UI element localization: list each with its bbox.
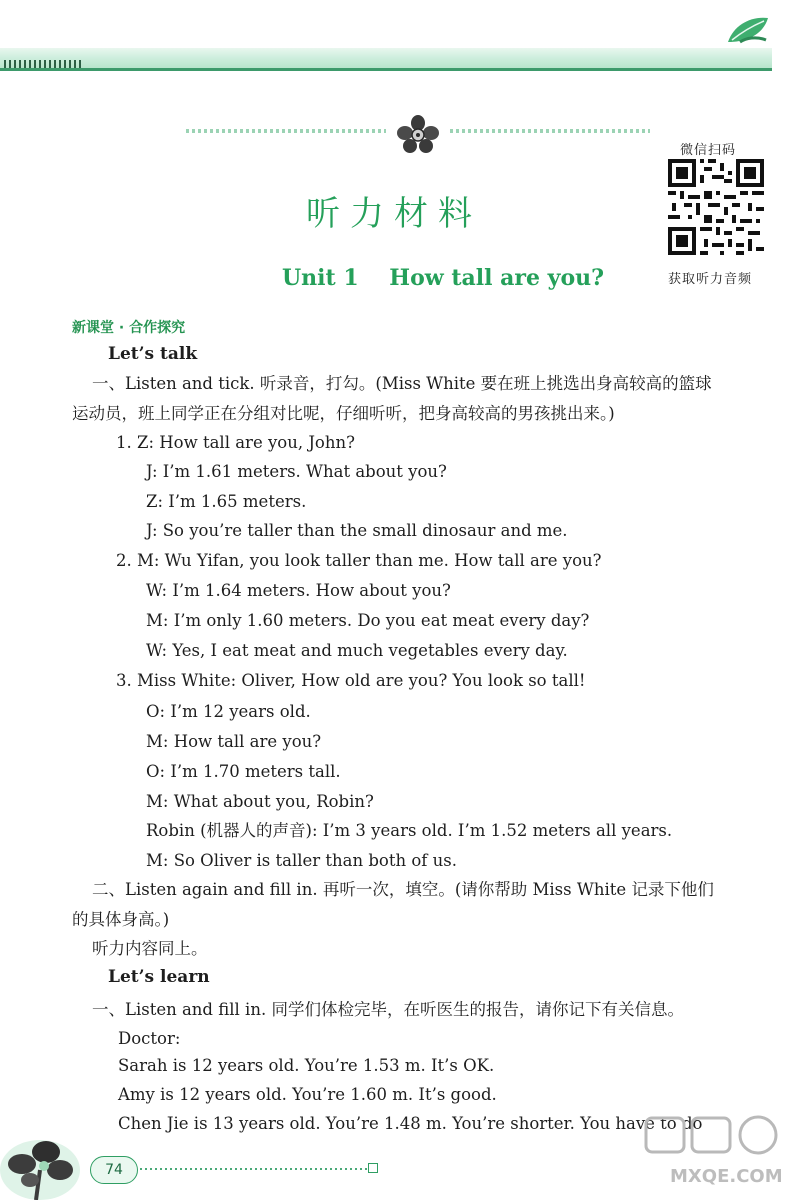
transcript-line: Robin (机器人的声音): I’m 3 years old. I’m 1.52 meters all years. xyxy=(146,821,673,840)
transcript-line: W: Yes, I eat meat and much vegetables every day. xyxy=(146,641,568,660)
transcript-line: 一、Listen and tick. 听录音，打勾。(Miss White 要在班上挑选出身高较高的篮球 xyxy=(92,374,712,393)
transcript-line: J: So you’re taller than the small dinosaur and me. xyxy=(146,521,568,540)
unit-title: Unit 1 How tall are you? xyxy=(282,265,604,291)
transcript-line: W: I’m 1.64 meters. How about you? xyxy=(146,581,451,600)
transcript-line: Chen Jie is 13 years old. You’re 1.48 m. You’re shorter. You have to do xyxy=(118,1114,703,1133)
qr-label-top: 微信扫码 xyxy=(680,143,737,158)
transcript-line: 1. Z: How tall are you, John? xyxy=(116,433,355,452)
ornament-line-left xyxy=(186,129,386,133)
transcript-line: M: How tall are you? xyxy=(146,732,322,751)
transcript-line: 的具体身高。) xyxy=(72,910,170,929)
transcript-line: O: I’m 1.70 meters tall. xyxy=(146,762,341,781)
footer-dotted-line xyxy=(140,1168,368,1170)
header-band xyxy=(0,48,772,70)
page-number: 74 xyxy=(90,1156,138,1184)
footer-square xyxy=(368,1163,378,1173)
transcript-line: 一、Listen and fill in. 同学们体检完毕，在听医生的报告，请你记下有关信息。 xyxy=(92,1000,684,1019)
leaf-icon xyxy=(726,14,770,48)
ornament-line-right xyxy=(450,129,650,133)
transcript-line: J: I’m 1.61 meters. What about you? xyxy=(146,462,447,481)
section-heading: Let’s learn xyxy=(108,967,210,987)
transcript-line: 运动员，班上同学正在分组对比呢，仔细听听，把身高较高的男孩挑出来。) xyxy=(72,404,615,423)
flower-ornament-icon xyxy=(396,114,440,160)
transcript-line: Sarah is 12 years old. You’re 1.53 m. It’s OK. xyxy=(118,1056,495,1075)
transcript-line: M: I’m only 1.60 meters. Do you eat meat every day? xyxy=(146,611,590,630)
transcript-line: Doctor: xyxy=(118,1029,181,1048)
qr-label-bottom: 获取听力音频 xyxy=(668,272,753,287)
header-rule xyxy=(0,68,772,71)
transcript-line: 二、Listen again and fill in. 再听一次，填空。(请你帮助 Miss White 记录下他们 xyxy=(92,880,714,899)
transcript-line: M: So Oliver is taller than both of us. xyxy=(146,851,457,870)
transcript-line: 2. M: Wu Yifan, you look taller than me. How tall are you? xyxy=(116,551,602,570)
plant-icon xyxy=(0,1130,96,1200)
transcript-line: Z: I’m 1.65 meters. xyxy=(146,492,307,511)
watermark-logo xyxy=(640,1108,786,1200)
transcript-line: 3. Miss White: Oliver, How old are you? You look so tall! xyxy=(116,671,586,690)
section-tag: 新课堂 · 合作探究 xyxy=(72,320,186,336)
transcript-line: M: What about you, Robin? xyxy=(146,792,374,811)
transcript-line: Amy is 12 years old. You’re 1.60 m. It’s good. xyxy=(118,1085,497,1104)
transcript-line: 听力内容同上。 xyxy=(92,939,208,958)
svg-text:MXQE.COM: MXQE.COM xyxy=(670,1166,783,1187)
page-title: 听力材料 xyxy=(306,194,482,234)
transcript-line: O: I’m 12 years old. xyxy=(146,702,311,721)
section-heading: Let’s talk xyxy=(108,344,198,364)
